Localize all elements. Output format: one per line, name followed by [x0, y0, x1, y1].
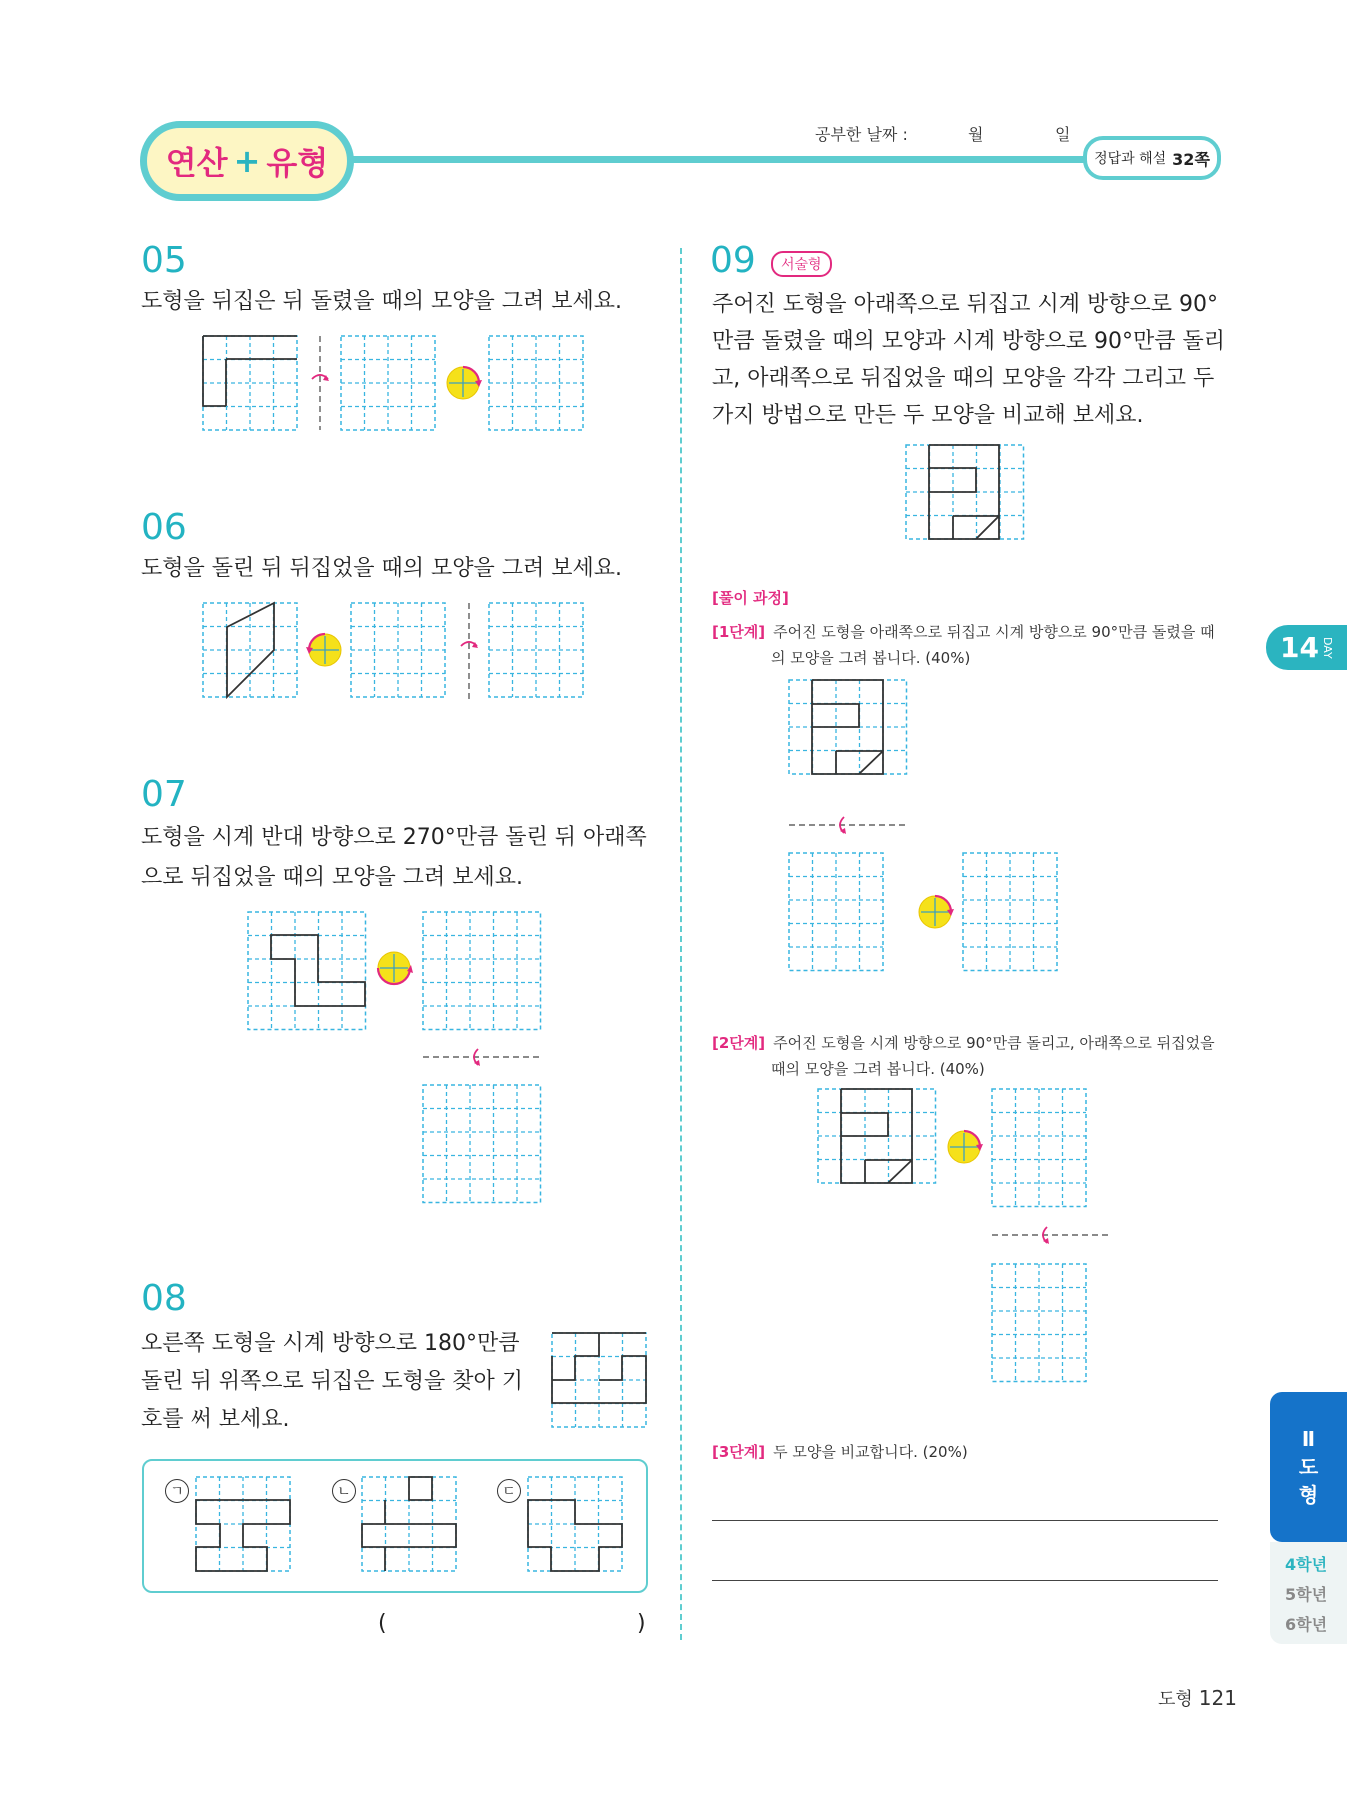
dashed-grid	[203, 336, 297, 430]
choice-label-c: ㄷ	[497, 1479, 521, 1503]
problem-07-text-1: 도형을 시계 반대 방향으로 270°만큼 돌린 뒤 아래쪽	[141, 825, 647, 850]
rotate-icon	[378, 952, 413, 984]
grade-4-tab[interactable]: 4학년	[1285, 1555, 1328, 1574]
answer-line-1[interactable]	[712, 1520, 1218, 1521]
problem-07-text-2: 으로 뒤집었을 때의 모양을 그려 보세요.	[141, 865, 523, 890]
step-2-line-1: [2단계] 주어진 도형을 시계 방향으로 90°만큼 돌리고, 아래쪽으로 뒤집었을	[712, 1034, 1215, 1052]
problem-05-number: 05	[141, 240, 187, 281]
dashed-grid	[489, 603, 583, 697]
problem-05-text: 도형을 뒤집은 뒤 돌렸을 때의 모양을 그려 보세요.	[141, 289, 622, 314]
rotate-icon	[919, 896, 954, 928]
dashed-grid	[963, 853, 1057, 971]
problem-06-number: 06	[141, 507, 187, 548]
problem-09-text-1: 주어진 도형을 아래쪽으로 뒤집고 시계 방향으로 90°	[712, 292, 1218, 317]
dashed-grid	[789, 853, 883, 971]
dashed-grid	[423, 912, 541, 1030]
descriptive-tag: 서술형	[771, 251, 832, 277]
column-divider	[680, 248, 682, 1640]
answer-line-2[interactable]	[712, 1580, 1218, 1581]
problem-09-number: 09	[710, 240, 756, 281]
operation-icons	[0, 0, 1, 1]
dashed-grid	[351, 603, 445, 697]
study-date-label: 공부한 날짜 :	[815, 125, 908, 144]
choice-label-a: ㄱ	[165, 1479, 189, 1503]
dashed-grid	[423, 1085, 541, 1203]
problem-06-text: 도형을 돌린 뒤 뒤집었을 때의 모양을 그려 보세요.	[141, 556, 622, 581]
dashed-grid	[992, 1264, 1086, 1382]
problem-08-text-1: 오른쪽 도형을 시계 방향으로 180°만큼	[141, 1331, 520, 1356]
page-footer: 도형 121	[1158, 1686, 1237, 1710]
header-bar	[300, 156, 1210, 163]
rotate-icon	[447, 367, 482, 399]
problem-07-number: 07	[141, 774, 187, 815]
step-3-line: [3단계] 두 모양을 비교합니다. (20%)	[712, 1443, 968, 1461]
problem-08-text-2: 돌린 뒤 위쪽으로 뒤집은 도형을 찾아 기	[141, 1369, 523, 1394]
day-label: 일	[1055, 125, 1071, 144]
problem-08-text-3: 호를 써 보세요.	[141, 1407, 290, 1432]
unit-tab[interactable]: Ⅱ 도 형	[1270, 1392, 1347, 1542]
answer-reference: 정답과 해설 32쪽	[1083, 136, 1221, 180]
dashed-grid	[248, 912, 366, 1030]
problem-08-number: 08	[141, 1278, 187, 1319]
grade-5-tab[interactable]: 5학년	[1285, 1585, 1328, 1604]
solution-heading: [풀이 과정]	[712, 589, 789, 607]
dashed-grid	[341, 336, 435, 430]
grade-6-tab[interactable]: 6학년	[1285, 1615, 1328, 1634]
problem-09-text-2: 만큼 돌렸을 때의 모양과 시계 방향으로 90°만큼 돌리	[712, 329, 1225, 354]
answer-paren-open: (	[378, 1611, 387, 1636]
month-label: 월	[968, 125, 984, 144]
rotate-icon	[306, 634, 341, 666]
problem-09-text-4: 가지 방법으로 만든 두 모양을 비교해 보세요.	[712, 403, 1144, 428]
step-1-line-2: 의 모양을 그려 봅니다. (40%)	[771, 649, 971, 667]
day-tab[interactable]: 14 DAY	[1266, 625, 1347, 670]
dashed-grid	[203, 603, 297, 697]
choice-label-b: ㄴ	[332, 1479, 356, 1503]
step-1-line-1: [1단계] 주어진 도형을 아래쪽으로 뒤집고 시계 방향으로 90°만큼 돌렸을 때	[712, 623, 1215, 641]
section-logo: 연산 + 유형	[140, 121, 354, 201]
dashed-grid	[489, 336, 583, 430]
problem-08-choices	[142, 1459, 648, 1593]
problem-09-text-3: 고, 아래쪽으로 뒤집었을 때의 모양을 각각 그리고 두	[712, 366, 1215, 391]
dashed-grid	[992, 1089, 1086, 1207]
answer-paren-close: )	[637, 1611, 646, 1636]
rotate-icon	[948, 1131, 983, 1163]
step-2-line-2: 때의 모양을 그려 봅니다. (40%)	[771, 1060, 985, 1078]
